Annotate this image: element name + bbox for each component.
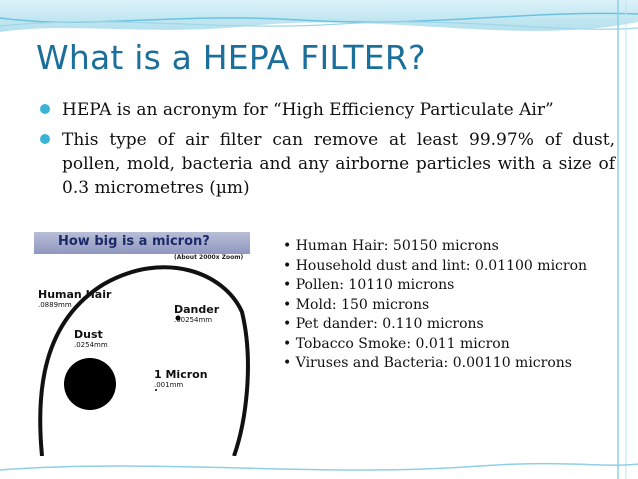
fact-item: • Pollen: 10110 microns — [283, 277, 455, 293]
bullet-text: HEPA is an acronym for “High Efficiency Particulate Air” — [62, 100, 554, 120]
fact-item: • Viruses and Bacteria: 0.00110 microns — [283, 355, 572, 371]
label-dust: Dust .0254mm — [74, 328, 108, 349]
fact-item: • Human Hair: 50150 microns — [283, 238, 499, 254]
label-human-hair: Human Hair .0889mm — [38, 288, 112, 309]
bullet-text: This type of air filter can remove at least 99.97% of dust, pollen, mold, bacteria and any airborne particles with a size of 0.3 micrometres (µm) — [62, 130, 615, 198]
slide-title: What is a HEPA FILTER? — [36, 38, 426, 77]
fact-item: • Pet dander: 0.110 microns — [283, 316, 484, 332]
dust-circle — [64, 358, 116, 410]
bullet-dot-icon — [40, 134, 50, 144]
micron-illustration — [34, 232, 250, 456]
fact-item: • Tobacco Smoke: 0.011 micron — [283, 335, 510, 352]
micron-comparison-graphic — [34, 232, 250, 456]
micron-title: How big is a micron? — [58, 234, 210, 249]
fact-item: • Household dust and lint: 0.01100 micron — [283, 257, 588, 274]
label-micron: 1 Micron .001mm — [154, 368, 208, 389]
micron-dot — [155, 389, 157, 391]
micron-zoom-note: (About 2000x Zoom) — [174, 254, 244, 261]
bullet-dot-icon — [40, 104, 50, 114]
bullet-list — [40, 98, 615, 206]
particle-size-list — [283, 237, 587, 374]
bullet-item — [40, 98, 615, 122]
fact-item: • Mold: 150 microns — [283, 296, 430, 313]
label-dander: Dander .00254mm — [174, 303, 220, 324]
bullet-item — [40, 128, 615, 200]
